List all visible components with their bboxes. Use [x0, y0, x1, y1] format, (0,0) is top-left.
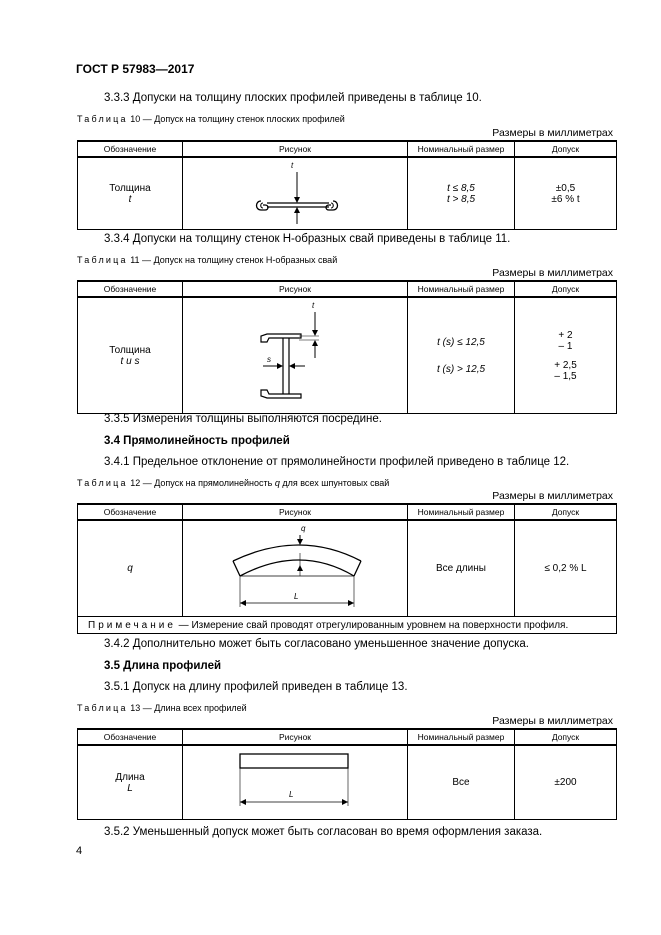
table13-caption [77, 703, 247, 713]
straightness-drawing [183, 521, 407, 613]
table-header-row [78, 504, 617, 520]
caption-text-a: 12 — Допуск на прямолинейность [130, 478, 275, 488]
table10-units: Размеры в миллиметрах [492, 127, 613, 139]
caption-word: Таблица [77, 703, 128, 713]
tolerance-1-upper: + 2 [558, 329, 573, 341]
arrow-right-icon [348, 600, 354, 606]
header-designation: Обозначение [78, 504, 183, 520]
table-row [78, 520, 617, 617]
paragraph-3-3-5: 3.3.5 Измерения толщины выполняются посредине. [104, 413, 382, 425]
header-designation: Обозначение [78, 729, 183, 745]
length-label: L [289, 790, 294, 799]
arrow-down-icon [294, 197, 300, 203]
arrow-left-icon [240, 799, 246, 805]
designation-cell [78, 745, 183, 820]
tolerance-cell: ±200 [515, 745, 617, 820]
top-flange [261, 334, 301, 342]
nominal-cell: Все [408, 745, 515, 820]
length-label: L [294, 592, 299, 601]
header-nominal: Номинальный размер [408, 281, 515, 297]
figure-cell [183, 297, 408, 414]
caption-text: 10 — Допуск на толщину стенок плоских профилей [130, 114, 345, 124]
designation-text: Толщина [109, 344, 151, 356]
caption-q: q [274, 478, 280, 488]
note-cell [78, 617, 617, 634]
header-designation: Обозначение [78, 141, 183, 157]
paragraph-3-5-1: 3.5.1 Допуск на длину профилей приведен в таблице 13. [104, 681, 408, 693]
table11-caption [77, 255, 337, 265]
section-3-4-heading: 3.4 Прямолинейность профилей [104, 435, 290, 447]
header-figure: Рисунок [183, 281, 408, 297]
header-tolerance: Допуск [515, 281, 617, 297]
web-thickness-label: s [267, 355, 271, 364]
header-figure: Рисунок [183, 141, 408, 157]
note-row [78, 617, 617, 634]
designation-cell [78, 297, 183, 414]
table13-units: Размеры в миллиметрах [492, 715, 613, 727]
designation-text: Длина [115, 771, 145, 783]
paragraph-3-3-4: 3.3.4 Допуски на толщину стенок Н-образных свай приведены в таблице 11. [104, 233, 511, 245]
table-row [78, 157, 617, 230]
caption-word: Таблица [77, 255, 128, 265]
note-text: — Измерение свай проводят отрегулированным уровнем на поверхности профиля. [175, 619, 569, 631]
nominal-cell [408, 297, 515, 414]
figure-cell [183, 745, 408, 820]
length-drawing [183, 746, 407, 816]
tolerance-1-lower: – 1 [558, 340, 573, 352]
arrow-left-icon [240, 600, 246, 606]
flange-thickness-label: t [312, 301, 315, 310]
arrow-down-icon [312, 330, 318, 336]
nominal-1: t ≤ 8,5 [447, 182, 475, 194]
table-header-row [78, 729, 617, 745]
table-row [78, 745, 617, 820]
arrow-right-icon [342, 799, 348, 805]
table11-units: Размеры в миллиметрах [492, 267, 613, 279]
paragraph-3-4-2: 3.4.2 Дополнительно может быть согласовано уменьшенное значение допуска. [104, 638, 529, 650]
header-tolerance: Допуск [515, 504, 617, 520]
note-word: Примечание [88, 619, 176, 631]
pile-bottom-curve [240, 560, 354, 576]
table12-units: Размеры в миллиметрах [492, 490, 613, 502]
document-header: ГОСТ Р 57983—2017 [76, 62, 195, 76]
designation-cell [78, 157, 183, 230]
header-tolerance: Допуск [515, 729, 617, 745]
flat-profile-drawing [183, 158, 407, 226]
table10-caption [77, 114, 345, 124]
paragraph-3-4-1: 3.4.1 Предельное отклонение от прямолинейности профилей приведено в таблице 12. [104, 456, 570, 468]
page-number: 4 [76, 845, 83, 857]
caption-word: Таблица [77, 114, 128, 124]
nominal-1: t (s) ≤ 12,5 [437, 336, 485, 348]
nominal-cell [408, 157, 515, 230]
figure-cell [183, 520, 408, 617]
left-lock-shape [257, 201, 269, 210]
designation-symbol: t [128, 193, 132, 205]
caption-text: 13 — Длина всех профилей [130, 703, 247, 713]
caption-word: Таблица [77, 478, 128, 488]
table-11 [77, 280, 617, 414]
designation-symbol: t и s [120, 355, 140, 367]
tolerance-cell [515, 297, 617, 414]
bottom-flange [261, 390, 301, 398]
caption-text-b: для всех шпунтовых свай [279, 478, 390, 488]
tolerance-2-lower: – 1,5 [554, 370, 577, 382]
profile-bar [240, 754, 348, 768]
arrow-up-icon [297, 565, 303, 571]
caption-text: 11 — Допуск на толщину стенок Н-образных свай [130, 255, 338, 265]
table-header-row [78, 141, 617, 157]
nominal-2: t > 8,5 [446, 193, 476, 205]
nominal-2: t (s) > 12,5 [436, 363, 486, 375]
header-designation: Обозначение [78, 281, 183, 297]
tolerance-cell: ≤ 0,2 % L [515, 520, 617, 617]
arrow-down-icon [297, 539, 303, 545]
header-figure: Рисунок [183, 729, 408, 745]
section-3-5-heading: 3.5 Длина профилей [104, 660, 222, 672]
table-header-row [78, 281, 617, 297]
header-nominal: Номинальный размер [408, 504, 515, 520]
pile-top-curve [233, 545, 361, 561]
table-13 [77, 728, 617, 820]
tolerance-1: ±0,5 [555, 182, 576, 194]
deflection-label: q [301, 524, 306, 533]
header-nominal: Номинальный размер [408, 729, 515, 745]
arrow-right-icon [277, 363, 283, 369]
header-figure: Рисунок [183, 504, 408, 520]
header-tolerance: Допуск [515, 141, 617, 157]
tolerance-cell [515, 157, 617, 230]
table12-caption [77, 478, 389, 488]
h-pile-drawing [183, 298, 407, 410]
table-10 [77, 140, 617, 230]
tolerance-2: ±6 % t [551, 193, 580, 205]
tolerance-2-upper: + 2,5 [554, 359, 577, 371]
designation-symbol: L [127, 782, 133, 794]
designation-text: Толщина [109, 182, 151, 194]
figure-cell [183, 157, 408, 230]
thickness-label: t [291, 161, 294, 170]
table-12 [77, 503, 617, 634]
nominal-cell: Все длины [408, 520, 515, 617]
paragraph-3-3-3: 3.3.3 Допуски на толщину плоских профилей приведены в таблице 10. [104, 92, 482, 104]
paragraph-3-5-2: 3.5.2 Уменьшенный допуск может быть согласован во время оформления заказа. [104, 826, 543, 838]
header-nominal: Номинальный размер [408, 141, 515, 157]
table-row [78, 297, 617, 414]
designation-cell: q [78, 520, 183, 617]
